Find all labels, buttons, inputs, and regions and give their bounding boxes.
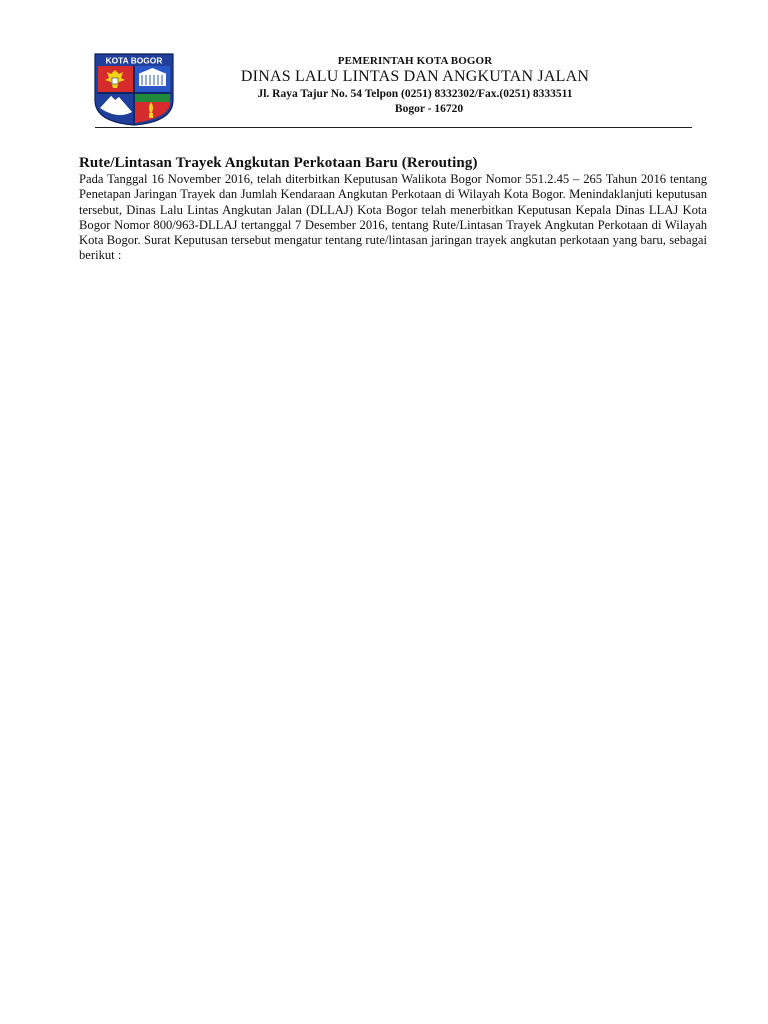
agency-city-postcode: Bogor - 16720 bbox=[394, 103, 464, 115]
document-body-paragraph: Pada Tanggal 16 November 2016, telah diterbitkan Keputusan Walikota Bogor Nomor 551.2.45 – 265 Tahun 2016 tentang Penetapan Jaringan Trayek dan Jumlah Kendaraan Angkutan Perkotaan di Wilayah Kota Bogor. Menindaklanjuti keputusan tersebut, Dinas Lalu Lintas Angkutan Jalan (DLLAJ) Kota Bogor telah menerbitkan Keputusan Kepala Dinas LLAJ Kota Bogor Nomor 800/963-DLLAJ tertanggal 7 Desember 2016, tentang Rute/Lintasan Trayek Angkutan Perkotaan di Wilayah Kota Bogor. Surat Keputusan tersebut mengatur tentang rute/lintasan jaringan trayek angkutan perkotaan yang baru, sebagai berikut : bbox=[79, 172, 707, 263]
letterhead bbox=[0, 0, 768, 140]
letterhead-text bbox=[160, 54, 670, 116]
agency-name: DINAS LALU LINTAS DAN ANGKUTAN JALAN bbox=[240, 68, 590, 85]
document-title: Rute/Lintasan Trayek Angkutan Perkotaan Baru (Rerouting) bbox=[79, 155, 478, 171]
document-content bbox=[79, 154, 707, 264]
agency-address: Jl. Raya Tajur No. 54 Telpon (0251) 8332302/Fax.(0251) 8333511 bbox=[257, 88, 573, 100]
logo-text: KOTA BOGOR bbox=[105, 55, 163, 66]
government-name: PEMERINTAH KOTA BOGOR bbox=[337, 55, 493, 67]
letterhead-divider bbox=[95, 127, 692, 128]
